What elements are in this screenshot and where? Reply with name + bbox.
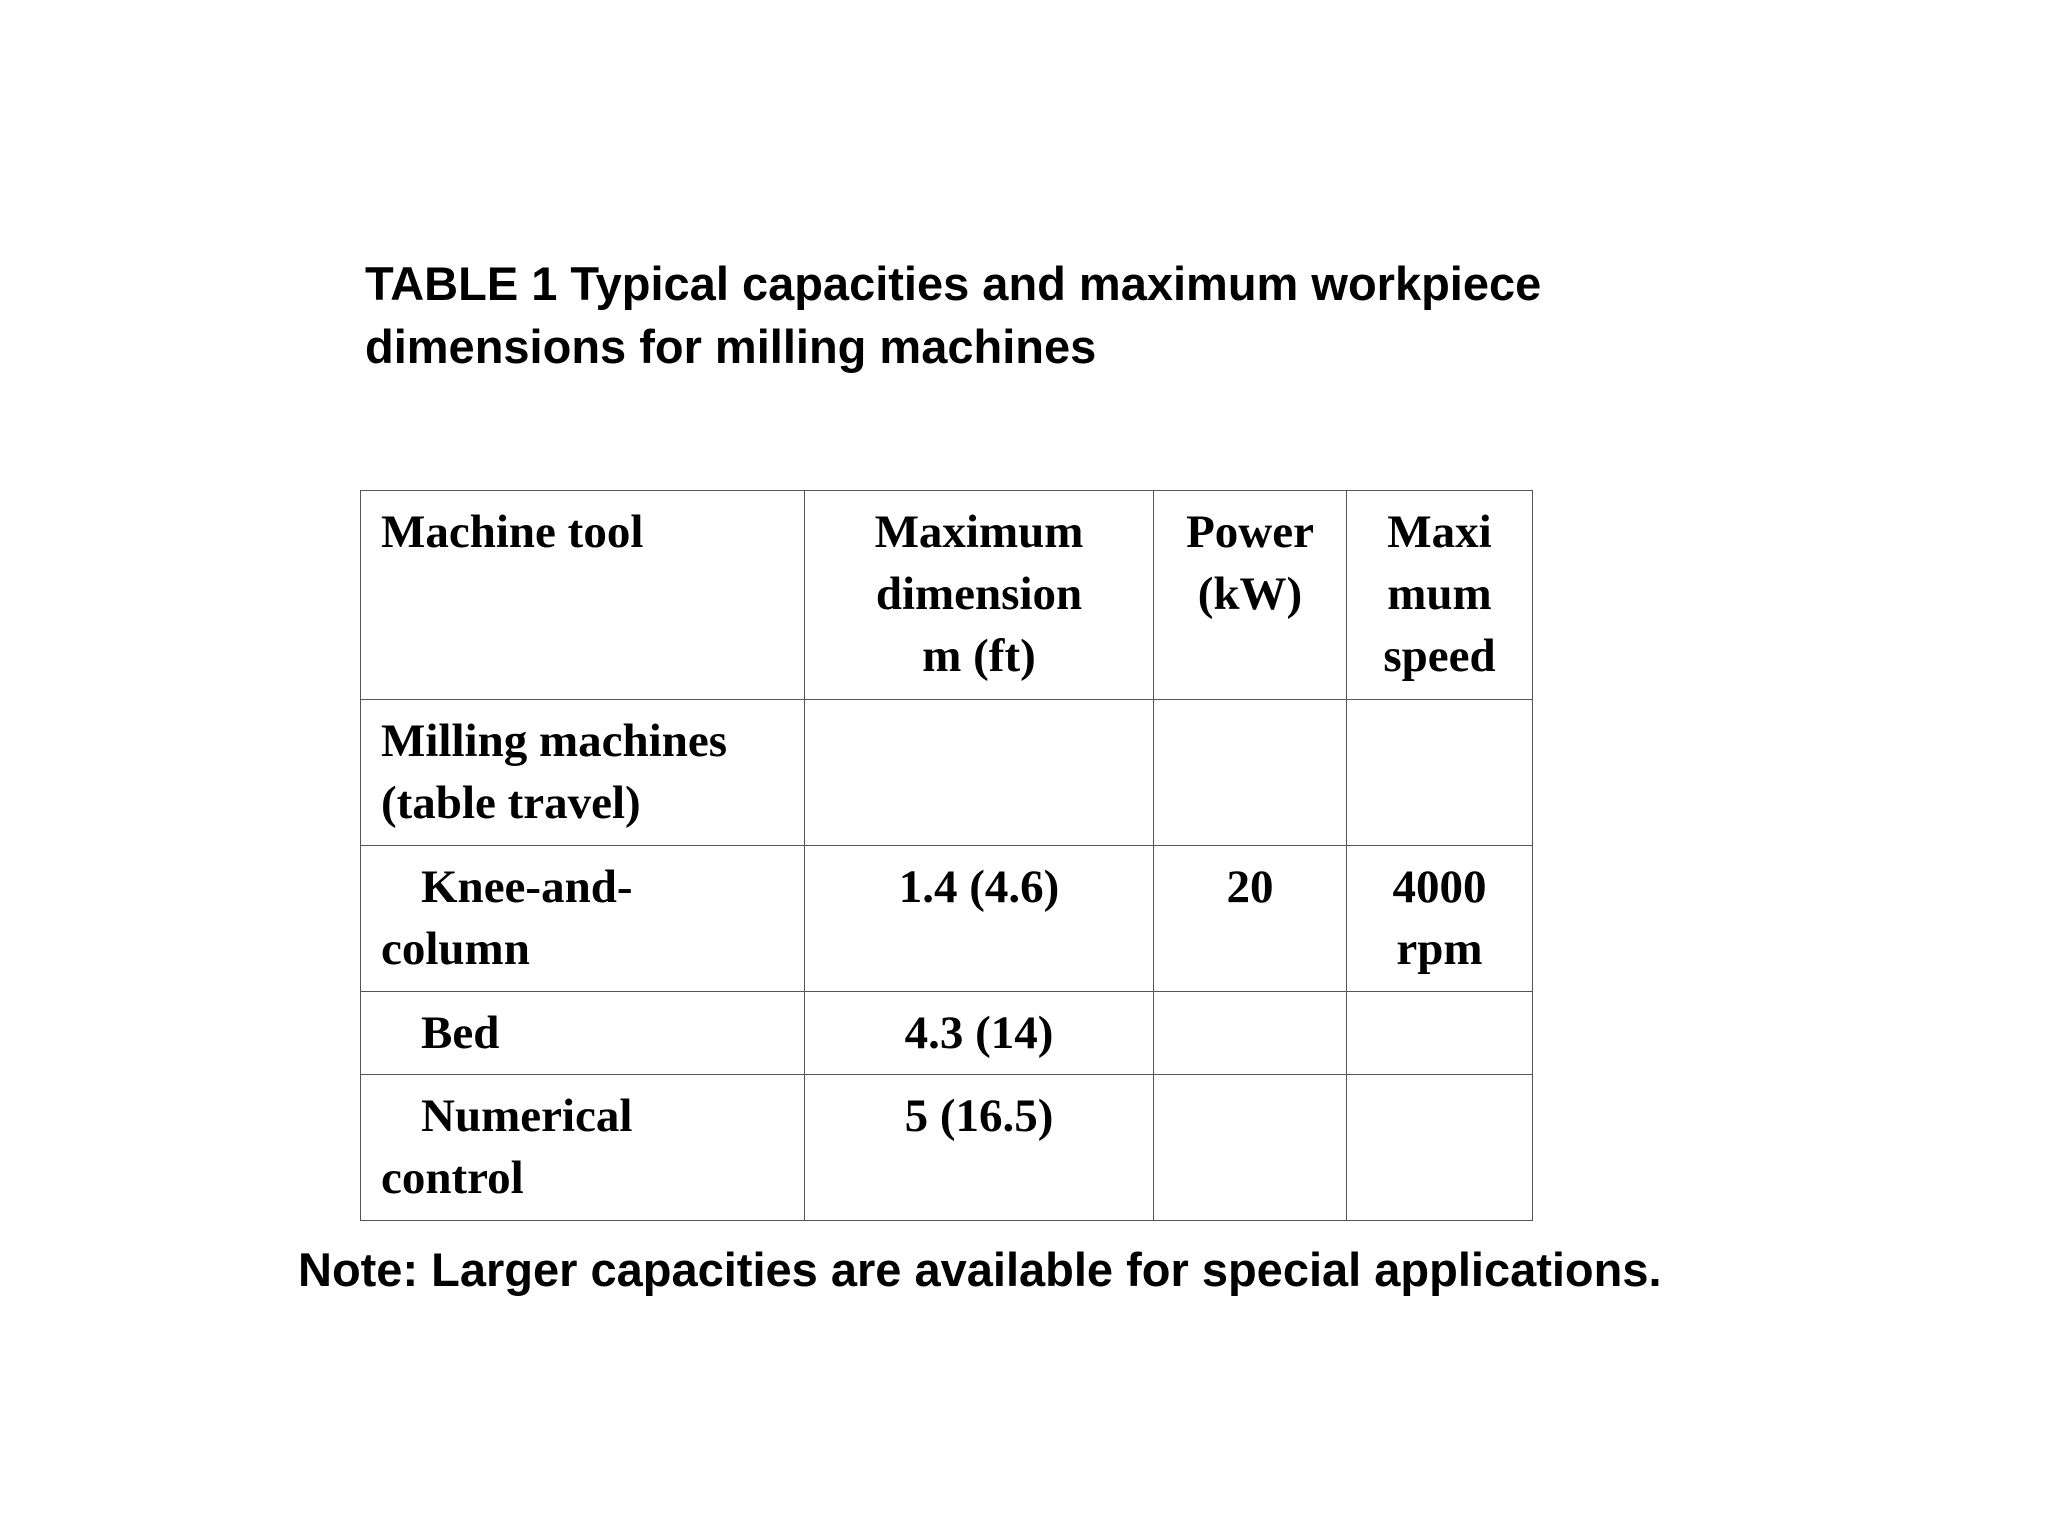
cell-numerical-control-label: Numerical control [361,1075,805,1221]
cell-knee-and-column-dimension: 1.4 (4.6) [805,846,1154,992]
header-max-dimension: Maximum dimension m (ft) [805,491,1154,700]
cell-knee-and-column-label: Knee-and- column [361,846,805,992]
cell-milling-machines-power [1154,700,1347,846]
cell-milling-machines-speed [1347,700,1533,846]
table-row-numerical-control [361,1075,1533,1221]
capacities-table [360,490,1533,1221]
table-title [365,252,1785,378]
header-machine-tool: Machine tool [361,491,805,700]
table-title-line-2: dimensions for milling machines [365,320,1097,373]
table-row-bed [361,992,1533,1075]
cell-milling-machines-dimension [805,700,1154,846]
cell-knee-and-column-speed: 4000 rpm [1347,846,1533,992]
cell-numerical-control-speed [1347,1075,1533,1221]
cell-bed-label: Bed [361,992,805,1075]
cell-milling-machines-label: Milling machines (table travel) [361,700,805,846]
header-max-speed: Maxi mum speed [1347,491,1533,700]
table-row-milling-machines [361,700,1533,846]
cell-knee-and-column-power: 20 [1154,846,1347,992]
header-power: Power (kW) [1154,491,1347,700]
cell-bed-dimension: 4.3 (14) [805,992,1154,1075]
cell-bed-power [1154,992,1347,1075]
table-note: Note: Larger capacities are available for special applications. [298,1243,1662,1296]
cell-numerical-control-dimension: 5 (16.5) [805,1075,1154,1221]
cell-numerical-control-power [1154,1075,1347,1221]
table-title-line-1: TABLE 1 Typical capacities and maximum workpiece [365,257,1542,310]
table-row-knee-and-column [361,846,1533,992]
table-header-row [361,491,1533,700]
cell-bed-speed [1347,992,1533,1075]
